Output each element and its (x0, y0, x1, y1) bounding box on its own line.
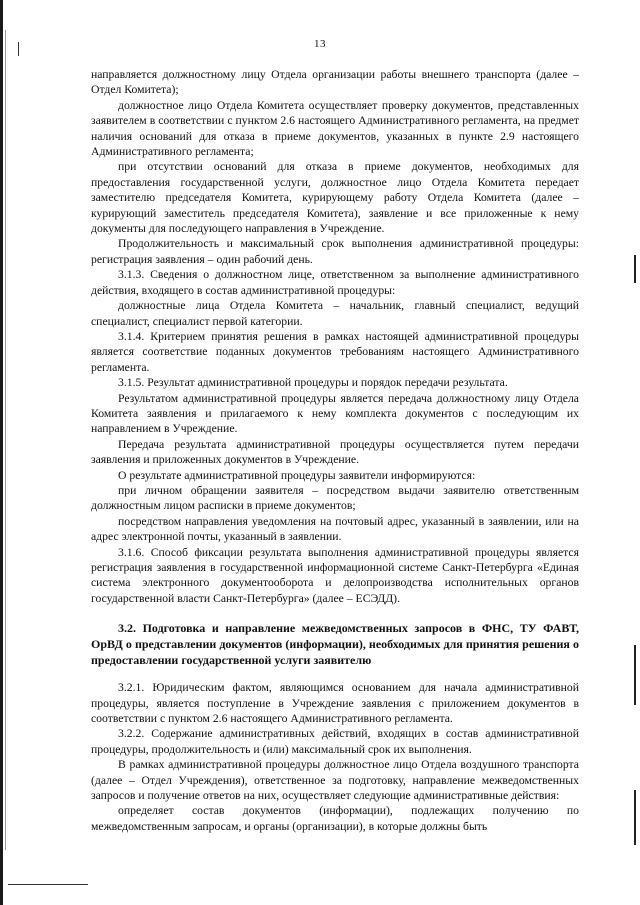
scan-edge-shadow (5, 30, 6, 850)
paragraph: В рамках административной процедуры должностное лицо Отдела воздушного транспорта (далее – Отдел Учреждения), ответственное за подготовку, направление межведомственных запросов и получение ответов на них, осуществляет следующие административные действия: (91, 758, 579, 803)
scan-line-bottom (8, 884, 88, 885)
paragraph: 3.1.5. Результат административной процедуры и порядок передачи результата. (118, 376, 508, 390)
section-heading: 3.2. Подготовка и направление межведомственных запросов в ФНС, ТУ ФАВТ, ОрВД о представлении документов (информации), необходимых для принятия решения о предоставлении государственной услуги заявителю (91, 621, 579, 668)
paragraph: направляется должностному лицу Отдела организации работы внешнего транспорта (далее – Отдел Комитета); (91, 68, 579, 97)
paragraph: определяет состав документов (информации), подлежащих получению по межведомственным запросам, и органы (организации), в которые должны быть (91, 804, 579, 833)
paragraph: должностные лица Отдела Комитета – начальник, главный специалист, ведущий специалист, специалист первой категории. (91, 299, 579, 328)
page-number: 13 (314, 38, 326, 50)
paragraph: 3.2.2. Содержание административных действий, входящих в состав административной процедуры, продолжительность и (или) максимальный срок их выполнения. (91, 727, 579, 756)
paragraph: Результатом административной процедуры является передача должностному лицу Отдела Комитета заявления и прилагаемого к нему комплекта документов с последующим их направлением в Учреждение. (91, 391, 579, 436)
scan-tick-right-3 (634, 790, 636, 845)
paragraph: 3.1.4. Критерием принятия решения в рамках настоящей административной процедуры является соответствие поданных документов требованиям настоящего Административного регламента. (91, 329, 579, 374)
paragraph: О результате административной процедуры заявители информируются: (118, 468, 476, 482)
paragraph: должностное лицо Отдела Комитета осуществляет проверку документов, представленных заявителем в соответствии с пунктом 2.6 настоящего Административного регламента, на предмет наличия оснований для отказа в приеме документов, указанных в пункте 2.9 настоящего Административного регламента; (91, 98, 579, 159)
paragraph: 3.1.3. Сведения о должностном лице, ответственном за выполнение административного действия, входящего в состав административной процедуры: (91, 268, 579, 297)
document-body (91, 67, 579, 834)
paragraph: 3.2.1. Юридическим фактом, являющимся основанием для начала административной процедуры, является поступление в Учреждение заявления с приложением документов в соответствии с пунктом 2.6 настоящего Административного регламента. (91, 681, 579, 726)
paragraph: при личном обращении заявителя – посредством выдачи заявителю ответственным должностным лицом расписки в приеме документов; (91, 483, 579, 513)
paragraph: посредством направления уведомления на почтовый адрес, указанный в заявлении, или на адрес электронной почты, указанный в заявлении. (91, 514, 579, 544)
paragraph: Продолжительность и максимальный срок выполнения административной процедуры: регистрация заявления – один рабочий день. (91, 237, 579, 266)
paragraph: 3.1.6. Способ фиксации результата выполнения административной процедуры является регистрация заявления в государственной информационной системе Санкт-Петербурга «Единая система электронного документооборота и делопроизводства исполнительных органов государственной власти Санкт-Петербурга» (далее – ЕСЭДД). (91, 545, 579, 605)
scan-tick-right-1 (634, 255, 636, 283)
scan-tick-right-2 (634, 645, 636, 705)
scan-edge-left (0, 0, 3, 905)
paragraph: Передача результата административной процедуры осуществляется путем передачи заявления и приложенных документов в Учреждение. (91, 437, 579, 467)
paragraph: при отсутствии оснований для отказа в приеме документов, необходимых для предоставления государственной услуги, должностное лицо Отдела Комитета передает заместителю председателя Комитета, курирующему работу Отдела Комитета (далее – курирующий заместитель председателя Комитета), заявление и все приложенные к нему документы для последующего направления в Учреждение. (91, 160, 579, 236)
